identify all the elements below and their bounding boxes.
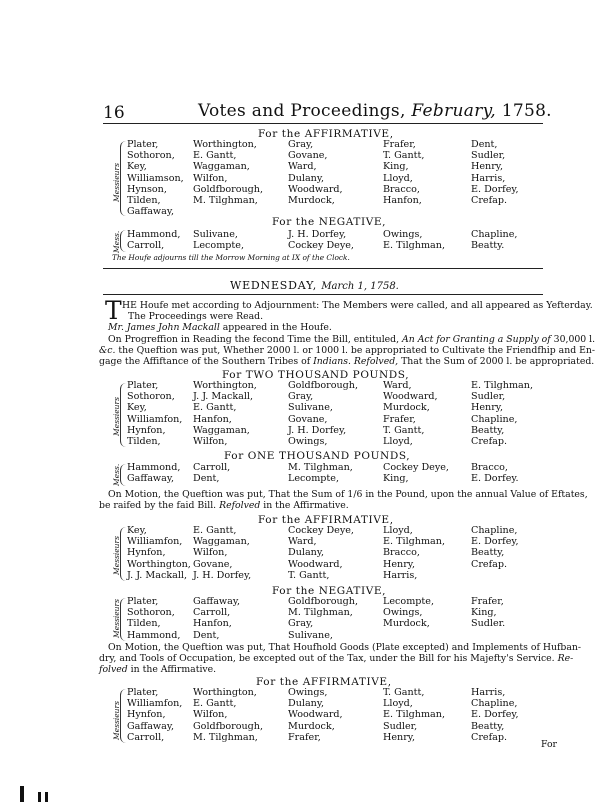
- member-name: Bracco,: [383, 183, 420, 195]
- member-name: Sudler.: [471, 618, 506, 630]
- messieurs-label: Messieurs: [112, 599, 121, 638]
- member-name: Crefap.: [471, 436, 508, 447]
- member-name: Lloyd,: [383, 698, 413, 710]
- member-name: Harris,: [471, 172, 506, 184]
- member-name: Tilden,: [127, 436, 161, 447]
- member-name: Henry,: [471, 402, 504, 414]
- member-name: Harris,: [383, 569, 418, 581]
- section-heading: For the AFFIRMATIVE,: [258, 128, 394, 140]
- member-name: E. Dorfey.: [471, 473, 519, 485]
- member-name: Tilden,: [127, 618, 161, 630]
- member-name: King,: [383, 161, 409, 173]
- member-name: Carroll,: [127, 731, 165, 743]
- section-heading: For the AFFIRMATIVE,: [256, 676, 392, 688]
- member-name: Williamfon,: [127, 698, 183, 710]
- member-name: Murdock,: [383, 618, 430, 630]
- member-name: Owings,: [383, 229, 423, 240]
- paragraph-line: On Progreffion in Reading the fecond Time the Bill, entituled, An Act for Granting a Supply of 30,000 l.: [108, 334, 596, 345]
- paragraph-line: On Motion, the Queftion was put, That the Sum of 1/6 in the Pound, upon the annual Value of Eftates,: [108, 489, 588, 500]
- member-name: Waggaman,: [193, 536, 250, 548]
- member-name: King,: [471, 607, 497, 619]
- member-name: Sudler,: [383, 720, 418, 732]
- section-rule: [103, 268, 543, 269]
- member-name: Goldfborough,: [288, 380, 359, 391]
- member-name: Frafer,: [471, 596, 504, 607]
- member-name: Key,: [127, 525, 147, 536]
- paragraph-line: folved in the Affirmative.: [99, 664, 217, 675]
- member-name: Cockey Deye,: [288, 240, 354, 252]
- member-name: M. Tilghman,: [193, 195, 258, 206]
- brace: [120, 689, 127, 743]
- day-heading: WEDNESDAY, March 1, 1758.: [230, 279, 399, 292]
- member-name: Chapline,: [471, 698, 518, 710]
- member-name: Harris,: [471, 687, 506, 698]
- member-name: Frafer,: [383, 413, 416, 425]
- member-name: Carroll,: [127, 240, 165, 252]
- brace: [120, 230, 127, 252]
- member-name: Wilfon,: [193, 436, 228, 447]
- member-name: Gray,: [288, 391, 314, 403]
- member-name: Lecompte,: [383, 596, 435, 607]
- member-name: M. Tilghman,: [288, 462, 353, 473]
- member-name: Gaffaway,: [127, 720, 175, 732]
- messieurs-label: Messieurs: [112, 536, 121, 575]
- member-name: Goldfborough,: [193, 183, 264, 195]
- member-name: Govane,: [193, 558, 233, 570]
- member-name: Key,: [127, 402, 147, 414]
- member-name: Gaffaway,: [127, 473, 175, 485]
- member-name: Tilden,: [127, 195, 161, 206]
- member-name: Owings,: [383, 607, 423, 619]
- member-name: E. Tilghman,: [383, 240, 446, 252]
- member-name: Carroll,: [193, 462, 231, 473]
- member-name: Hammond,: [127, 462, 181, 473]
- member-name: Wilfon,: [193, 172, 228, 184]
- member-name: Hanfon,: [193, 618, 232, 630]
- member-name: Gaffaway,: [127, 206, 175, 218]
- member-name: Lloyd,: [383, 436, 413, 447]
- member-name: M. Tilghman,: [193, 731, 258, 743]
- member-name: E. Tilghman,: [383, 536, 446, 548]
- member-name: J. J. Mackall,: [127, 569, 188, 581]
- section-heading: For the NEGATIVE,: [272, 216, 387, 228]
- member-name: Sothoron,: [127, 391, 175, 403]
- section-heading: For the AFFIRMATIVE,: [258, 514, 394, 526]
- member-name: Worthington,: [127, 558, 191, 570]
- member-name: Sulivane,: [193, 229, 238, 240]
- adjourn-note: The Houfe adjourns till the Morrow Morning at IX of the Clock.: [112, 253, 350, 262]
- member-name: Goldfborough,: [193, 720, 264, 732]
- paragraph-line: gage the Affiftance of the Southern Tribes of Indians. Refolved, That the Sum of 2000 l. be appropriated.: [99, 356, 595, 367]
- member-name: Carroll,: [193, 607, 231, 619]
- member-name: Bracco,: [471, 462, 508, 473]
- member-name: Cockey Deye,: [383, 462, 449, 473]
- member-name: Crefap.: [471, 558, 508, 570]
- brace: [120, 527, 127, 581]
- member-name: Key,: [127, 161, 147, 173]
- member-name: Plater,: [127, 687, 159, 698]
- member-name: Lecompte,: [288, 473, 340, 485]
- member-name: J. H. Dorfey,: [288, 229, 347, 240]
- member-name: E. Dorfey,: [471, 183, 519, 195]
- scan-mark: [45, 792, 48, 802]
- catchword: For: [541, 739, 557, 750]
- member-name: Ward,: [383, 380, 412, 391]
- section-heading: For ONE THOUSAND POUNDS,: [224, 450, 411, 462]
- member-name: E. Tilghman,: [383, 709, 446, 721]
- member-name: Hynson,: [127, 183, 167, 195]
- member-name: E. Dorfey,: [471, 536, 519, 548]
- member-name: Wilfon,: [193, 547, 228, 559]
- member-name: Hynfon,: [127, 424, 166, 436]
- section-heading: For TWO THOUSAND POUNDS,: [222, 369, 410, 381]
- member-name: E. Gantt,: [193, 150, 237, 162]
- member-name: Chapline,: [471, 525, 518, 536]
- paragraph-line: be raifed by the faid Bill. Refolved in the Affirmative.: [99, 500, 349, 511]
- member-name: Crefap.: [471, 731, 508, 743]
- member-name: Plater,: [127, 139, 159, 150]
- member-name: Henry,: [383, 558, 416, 570]
- page-number: 16: [103, 103, 125, 123]
- member-name: Lloyd,: [383, 525, 413, 536]
- member-name: Williamfon,: [127, 536, 183, 548]
- member-name: Ward,: [288, 536, 317, 548]
- member-name: Beatty,: [471, 424, 505, 436]
- member-name: J. J. Mackall,: [193, 391, 254, 403]
- paragraph-line: Mr. James John Mackall appeared in the Houfe.: [108, 322, 332, 333]
- member-name: Henry,: [383, 731, 416, 743]
- brace: [120, 141, 127, 216]
- member-name: Murdock,: [288, 195, 335, 206]
- member-name: M. Tilghman,: [288, 607, 353, 619]
- paragraph-line: HE Houfe met according to Adjournment: The Members were called, and all appeared as Yefterday.: [122, 300, 593, 311]
- member-name: Dulany,: [288, 698, 325, 710]
- member-name: Sothoron,: [127, 150, 175, 162]
- member-name: Owings,: [288, 687, 328, 698]
- member-name: Dulany,: [288, 547, 325, 559]
- paragraph-line: dry, and Tools of Occupation, be excepted out of the Tax, under the Bill for his Majefty's Service. Re-: [99, 653, 574, 664]
- member-name: Ward,: [288, 161, 317, 173]
- member-name: Woodward,: [288, 183, 343, 195]
- member-name: Bracco,: [383, 547, 420, 559]
- member-name: Williamson,: [127, 172, 184, 184]
- member-name: Govane,: [288, 150, 328, 162]
- brace: [120, 464, 127, 486]
- scan-mark: [38, 792, 41, 802]
- member-name: T. Gantt,: [383, 687, 425, 698]
- messieurs-label: Mess.: [112, 463, 121, 486]
- member-name: Wilfon,: [193, 709, 228, 721]
- paragraph-line: The Proceedings were Read.: [128, 311, 264, 322]
- member-name: Beatty.: [471, 240, 505, 252]
- drop-cap: T: [105, 296, 122, 325]
- member-name: Crefap.: [471, 195, 508, 206]
- member-name: Murdock,: [383, 402, 430, 414]
- member-name: J. H. Dorfey,: [288, 424, 347, 436]
- page-title: Votes and Proceedings, February, 1758.: [198, 101, 552, 121]
- messieurs-label: Messieurs: [112, 397, 121, 436]
- member-name: Hammond,: [127, 229, 181, 240]
- member-name: E. Gantt,: [193, 525, 237, 536]
- member-name: Dent,: [193, 629, 220, 641]
- messieurs-label: Messieurs: [112, 701, 121, 740]
- member-name: Govane,: [288, 413, 328, 425]
- member-name: J. H. Dorfey,: [193, 569, 252, 581]
- member-name: Cockey Deye,: [288, 525, 354, 536]
- member-name: Hammond,: [127, 629, 181, 641]
- member-name: Woodward,: [383, 391, 438, 403]
- member-name: Plater,: [127, 380, 159, 391]
- member-name: Beatty,: [471, 720, 505, 732]
- member-name: Woodward,: [288, 709, 343, 721]
- member-name: Dulany,: [288, 172, 325, 184]
- member-name: Henry,: [471, 161, 504, 173]
- member-name: Sudler,: [471, 391, 506, 403]
- member-name: Gray,: [288, 618, 314, 630]
- member-name: Hynfon,: [127, 547, 166, 559]
- member-name: Lecompte,: [193, 240, 245, 252]
- member-name: T. Gantt,: [383, 150, 425, 162]
- paragraph-line: On Motion, the Queftion was put, That Houfhold Goods (Plate excepted) and Implements of Hufban-: [108, 642, 582, 653]
- member-name: E. Tilghman,: [471, 380, 534, 391]
- member-name: Williamfon,: [127, 413, 183, 425]
- member-name: Sulivane,: [288, 629, 333, 641]
- member-name: Gaffaway,: [193, 596, 241, 607]
- member-name: Worthington,: [193, 687, 257, 698]
- member-name: Hanfon,: [193, 413, 232, 425]
- member-name: Lloyd,: [383, 172, 413, 184]
- messieurs-label: Mess.: [112, 230, 121, 253]
- member-name: Sothoron,: [127, 607, 175, 619]
- messieurs-label: Messieurs: [112, 163, 121, 202]
- member-name: Hanfon,: [383, 195, 422, 206]
- section-heading: For the NEGATIVE,: [272, 585, 387, 597]
- member-name: Woodward,: [288, 558, 343, 570]
- member-name: Gray,: [288, 139, 314, 150]
- member-name: T. Gantt,: [288, 569, 330, 581]
- member-name: Worthington,: [193, 380, 257, 391]
- member-name: Dent,: [471, 139, 498, 150]
- member-name: Hynfon,: [127, 709, 166, 721]
- paragraph-line: &c. the Queftion was put, Whether 2000 l. or 1000 l. be appropriated to Cultivate the Friendfhip and En-: [99, 345, 596, 356]
- member-name: E. Gantt,: [193, 698, 237, 710]
- member-name: E. Gantt,: [193, 402, 237, 414]
- member-name: Dent,: [193, 473, 220, 485]
- member-name: Frafer,: [288, 731, 321, 743]
- brace: [120, 383, 127, 447]
- member-name: Chapline,: [471, 229, 518, 240]
- member-name: Sulivane,: [288, 402, 333, 414]
- header-rule: [103, 123, 543, 124]
- member-name: Waggaman,: [193, 424, 250, 436]
- section-rule: [103, 294, 543, 295]
- member-name: Waggaman,: [193, 161, 250, 173]
- member-name: Goldfborough,: [288, 596, 359, 607]
- member-name: King,: [383, 473, 409, 485]
- member-name: Owings,: [288, 436, 328, 447]
- brace: [120, 598, 127, 641]
- member-name: Worthington,: [193, 139, 257, 150]
- member-name: Murdock,: [288, 720, 335, 732]
- member-name: Sudler,: [471, 150, 506, 162]
- member-name: T. Gantt,: [383, 424, 425, 436]
- member-name: Chapline,: [471, 413, 518, 425]
- member-name: Plater,: [127, 596, 159, 607]
- scan-mark: [20, 786, 24, 802]
- member-name: Frafer,: [383, 139, 416, 150]
- member-name: Beatty,: [471, 547, 505, 559]
- member-name: E. Dorfey,: [471, 709, 519, 721]
